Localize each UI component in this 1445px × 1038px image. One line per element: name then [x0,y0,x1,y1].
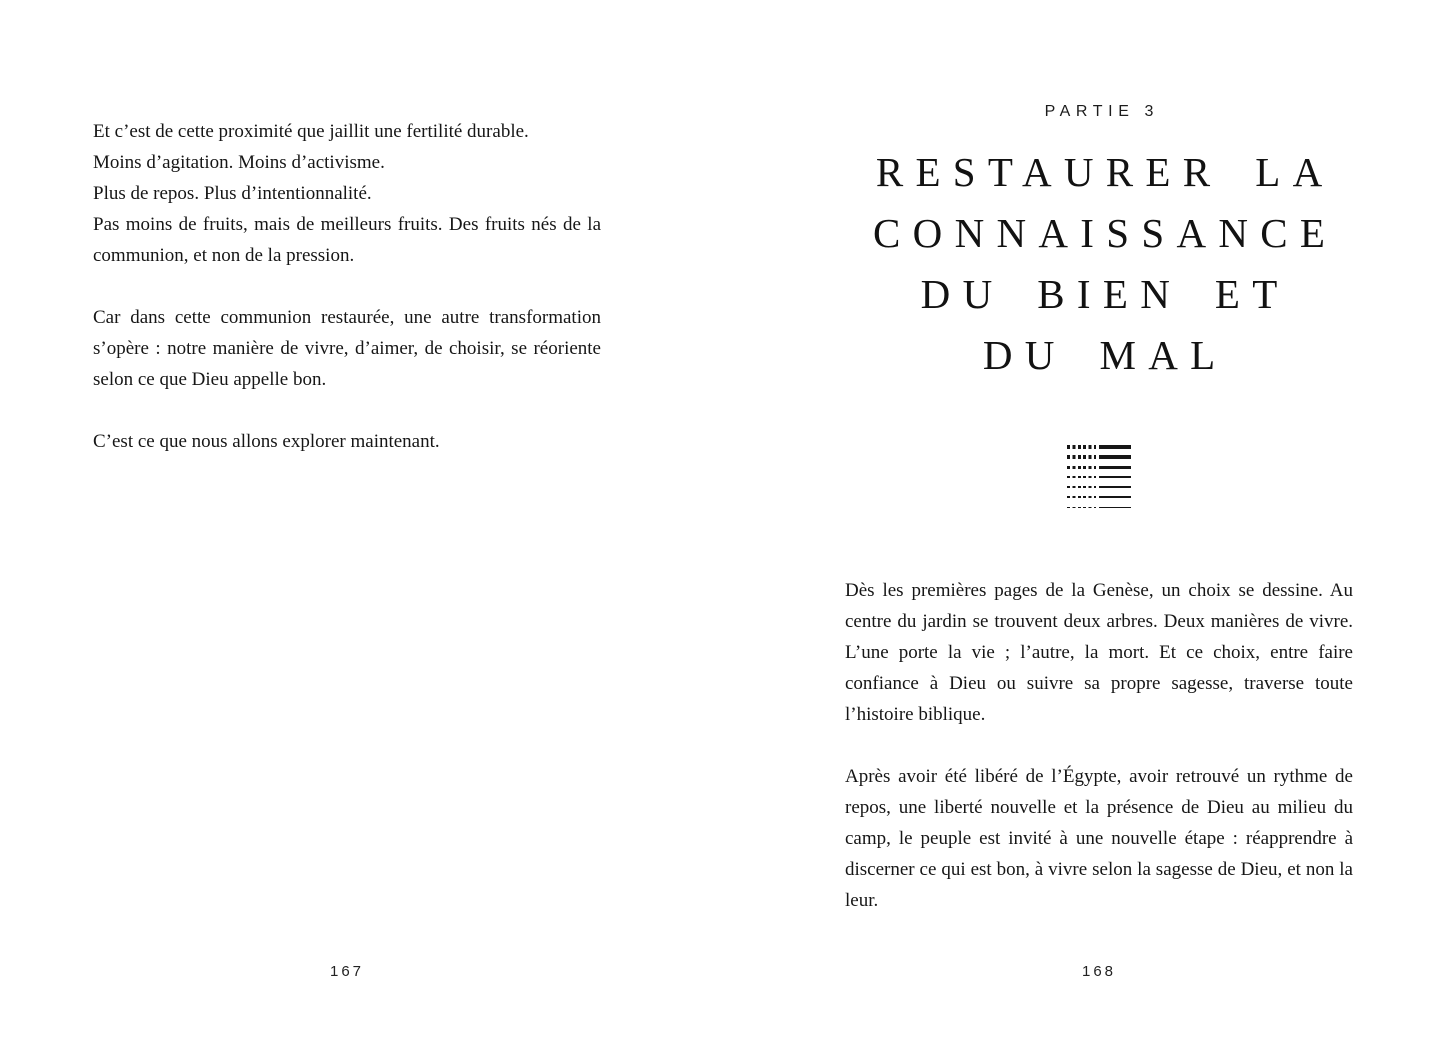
ornament-row [1067,442,1131,452]
ornament-row [1067,462,1131,472]
ornament [1067,442,1131,512]
page-number-left: 167 [329,963,365,980]
ornament-row [1067,452,1131,462]
ornament-row [1067,482,1131,492]
paragraph: C’est ce que nous allons explorer maintenant. [93,431,440,452]
ornament-row [1067,472,1131,482]
paragraph [93,116,601,271]
ornament-row [1067,492,1131,502]
text-line: Et c’est de cette proximité que jaillit une fertilité durable. [93,121,529,142]
title-line: DU MAL [982,332,1228,378]
paragraph: Car dans cette communion restaurée, une autre transformation s’opère : notre manière de vivre, d’aimer, de choisir, se réoriente selon ce que Dieu appelle bon. [93,307,601,390]
title-line: CONNAISSANCE [873,210,1338,256]
part-title [845,142,1353,386]
title-line: DU BIEN ET [920,271,1290,317]
title-line: RESTAURER LA [875,149,1335,195]
ornament-row [1067,502,1131,512]
text-line: Pas moins de fruits, mais de meilleurs fruits. Des fruits nés de la communion, et non de la pression. [93,214,601,266]
page-number-right: 168 [1081,963,1117,980]
page-left-text-block [93,116,601,457]
page-right-column [845,103,1353,916]
part-label: PARTIE 3 [1044,103,1160,120]
paragraph: Dès les premières pages de la Genèse, un choix se dessine. Au centre du jardin se trouvent deux arbres. Deux manières de vivre. L’une porte la vie ; l’autre, la mort. Et ce choix, entre faire confiance à Dieu ou suivre sa propre sagesse, traverse toute l’histoire biblique. [845,580,1353,725]
page-right-text-block [845,575,1353,916]
text-line: Plus de repos. Plus d’intentionnalité. [93,183,372,204]
paragraph: Après avoir été libéré de l’Égypte, avoir retrouvé un rythme de repos, une liberté nouvelle et la présence de Dieu au milieu du camp, le peuple est invité à une nouvelle étape : réapprendre à discerner ce qui est bon, à vivre selon la sagesse de Dieu, et non la leur. [845,766,1353,911]
text-line: Moins d’agitation. Moins d’activisme. [93,152,385,173]
